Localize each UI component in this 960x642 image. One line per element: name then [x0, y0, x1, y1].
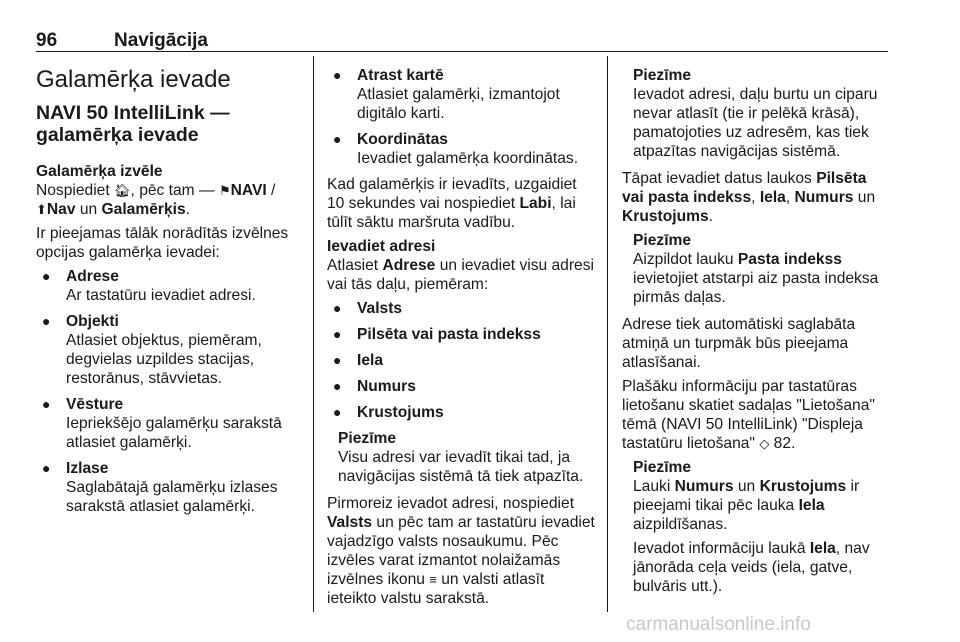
column-1: [36, 58, 298, 523]
page-reference-icon: ◇: [759, 436, 770, 451]
note-text: Lauki Numurs un Krustojums ir pieejami tikai pēc lauka Iela aizpildīšanas.: [633, 478, 860, 533]
list-item: ● Objekti Atlasiet objektus, piemēram, degvielas uzpildes stacijas, restorānus, stāvvietas.: [42, 313, 262, 387]
note-text: Aizpildot lauku Pasta indekss ievietojiet atstarpi aiz pasta indeksa pirmās daļas.: [633, 251, 879, 306]
page-number: 96: [36, 30, 58, 51]
section-title: Galamērķa ievade: [36, 66, 231, 93]
section-subtitle: NAVI 50 IntelliLink — galamērķa ievade: [36, 102, 230, 146]
list-item: ● Izlase Saglabātajā galamērķu izlases sarakstā atlasiet galamērķi.: [42, 460, 278, 515]
note-text: Ievadot informāciju laukā Iela, nav jānorāda ceļa veids (iela, gatve, bulvāris utt.).: [633, 540, 870, 595]
list-item: ● Adrese Ar tastatūru ievadiet adresi.: [42, 268, 256, 304]
list-item: ● Iela: [333, 352, 384, 369]
note-title: Piezīme: [633, 459, 692, 476]
list-item: ● Krustojums: [333, 404, 444, 421]
note-box: [327, 429, 595, 486]
home-icon: 🏠︎: [114, 183, 131, 198]
keyboard-reference-paragraph: Plašāku informāciju par tastatūras lietošanu skatiet sadaļas "Lietošana" tēmā (NAVI 50 IntelliLink) "Displeja tastatūru lietošana" ◇ 82.: [622, 378, 875, 452]
nav-arrow-icon: ⬆: [36, 202, 47, 217]
note-box: [622, 458, 890, 596]
autosave-paragraph: Adrese tiek automātiski saglabāta atmiņā un turpmāk būs pieejama atlasīšanai.: [622, 316, 856, 371]
watermark: carmanualsonline.info: [626, 614, 811, 635]
list-item: ● Numurs: [333, 378, 416, 395]
list-item: ● Valsts: [333, 300, 403, 317]
note-title: Piezīme: [633, 232, 692, 249]
fields-paragraph: Tāpat ievadiet datus laukos Pilsēta vai pasta indekss, Iela, Numurs un Krustojums.: [622, 170, 876, 225]
address-paragraph: Atlasiet Adrese un ievadiet visu adresi vai tās daļu, piemēram:: [327, 257, 594, 293]
column-3: [622, 66, 890, 604]
note-text: Ievadot adresi, daļu burtu un ciparu nevar atlasīt (tie ir pelēkā krāsā), pamatojoties uz adresēm, kas tiek atpazītas navigācijas sistēmā.: [633, 86, 878, 160]
note-title: Piezīme: [633, 67, 692, 84]
column-divider-1: [313, 56, 314, 612]
chapter-title: Navigācija: [114, 30, 208, 51]
note-title: Piezīme: [338, 430, 397, 447]
destination-options-list-cont: [327, 66, 595, 168]
list-item: ● Atrast kartē Atlasiet galamērķi, izmantojot digitālo karti.: [333, 67, 560, 122]
list-item: ● Pilsēta vai pasta indekss: [333, 326, 541, 343]
note-box: [622, 231, 890, 307]
options-intro: Ir pieejamas tālāk norādītās izvēlnes opcijas galamērķa ievadei:: [36, 225, 289, 261]
note-box: [622, 66, 890, 161]
page-header: [36, 30, 888, 56]
country-paragraph: Pirmoreiz ievadot adresi, nospiediet Valsts un pēc tam ar tastatūru ievadiet vajadzīgo valsts nosaukumu. Pēc izvēles varat izmantot nolaižamās izvēlnes ikonu ≡ un valsti atlasīt ieteikto valstu sarakstā.: [327, 495, 595, 607]
note-text: Visu adresi var ievadīt tikai tad, ja navigācijas sistēmā tā tiek atpazīta.: [338, 449, 584, 485]
column-divider-2: [607, 56, 608, 612]
dropdown-list-icon: ≡: [429, 572, 437, 587]
intro-paragraph: Nospiediet 🏠︎, pēc tam — ⚑NAVI / ⬆Nav un Galamērķis.: [36, 182, 276, 218]
column-2: [327, 66, 595, 613]
guidance-paragraph: Kad galamērķis ir ievadīts, uzgaidiet 10 sekundes vai nospiediet Labi, lai tūlīt sāktu maršruta vadību.: [327, 176, 577, 231]
destination-options-list: [36, 267, 298, 516]
subsection-heading: Galamērķa izvēle: [36, 163, 163, 180]
header-divider: [36, 51, 888, 52]
list-item: ● Koordinātas Ievadiet galamērķa koordinātas.: [333, 131, 579, 167]
address-fields-list: [327, 299, 595, 422]
subsection-heading: Ievadiet adresi: [327, 238, 436, 255]
list-item: ● Vēsture Iepriekšējo galamērķu sarakstā atlasiet galamērķi.: [42, 396, 282, 451]
flag-icon: ⚑: [218, 183, 231, 198]
